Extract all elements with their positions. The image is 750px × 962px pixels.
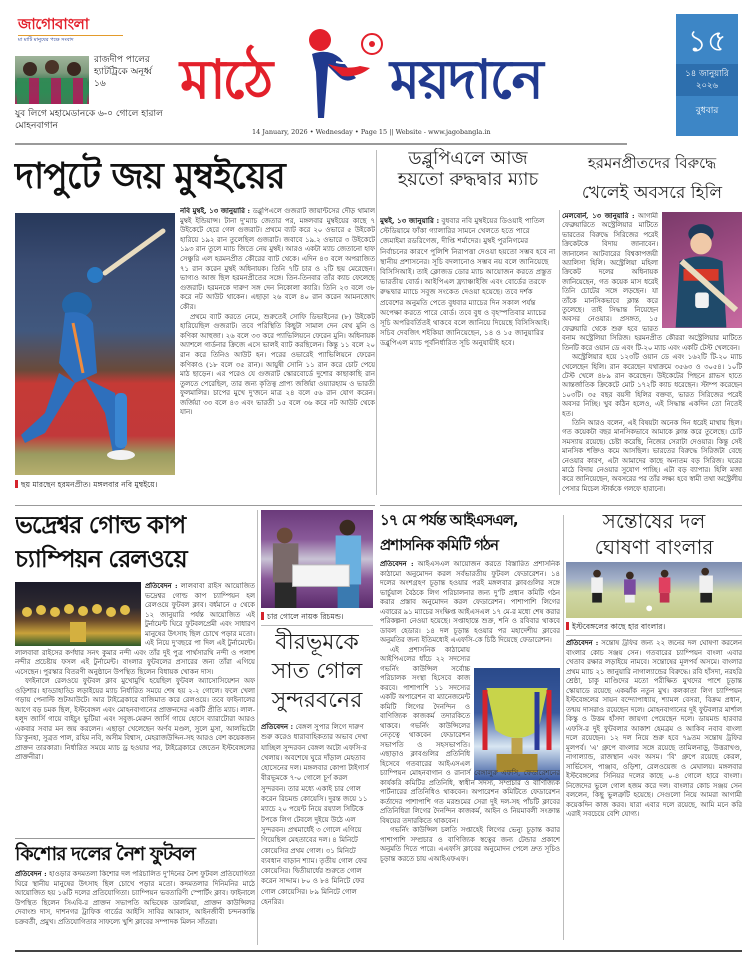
photo-richmond[interactable] [261,510,373,608]
headline-healy-line2: খেলেই অবসরে হিলি [581,183,723,203]
section-divider [15,505,375,506]
column-divider [376,150,377,495]
paragraph: সন্তোষ ট্রফির জন্য ২২ জনের দল ঘোষণা করলেন বাংলার কোচ সঞ্জয় সেন। গতবারের চ্যাম্পিয়ন বাংলা এবার খেতাব রক্ষার লড়াইয়ে নামবে। সন্তোষের মূলপর্ব অসমে। বাংলার প্রথম ম্যাচ ২১ জানুয়ারি নাগাল্যান্ডের বিরুদ্ধে। রবি হাঁসদা, নরহরি শ্রেষ্ঠা, চাকু মাণ্ডিদের মতো পরীক্ষিত মুখদের পাশে চূড়ান্ত স্কোয়াডে রয়েছে একঝাঁক নতুন মুখ। কলকাতা লিগ চ্যাম্পিয়ন ইস্টবেঙ্গলের সায়ন বন্দ্যোপাধ্যায়, শ্যামল বেসরা, বিক্রম প্রধান, তন্ময় দাসরাও রয়েছেন দলে। মোহনবাগানের দুই ফুটবলার মার্শাল কিস্কু ও উত্তম হাঁসদা জায়গা পেয়েছেন দলে। ডায়মন্ড হারবার এফসি-র দুই ফুটবলার আকাশ হেমব্রম ও আকিব নবাব বাংলা দলে রয়েছেন। ১২ দল নিয়ে শুরু হবে ৭৯তম সন্তোষ ট্রফির মূলপর্ব। 'এ' গ্রুপে বাংলার সঙ্গে রয়েছে তামিলনাড়ু, উত্তরাখণ্ড, নাগাল্যান্ড, রাজস্থান এবং অসম। 'বি' গ্রুপে রয়েছে কেরল, সার্ভিসেস, পাঞ্জাব, ওড়িশা, রেলওয়েজ ও মেঘালয়। মঙ্গলবার ইস্টবেঙ্গলের সিনিয়র দলের কাছে ০-৪ গোলে হারে বাংলা। নিজেদের ভুলে গোল হজম করে দল। বাংলার কোচ সঞ্জয় সেন বললেন, কিছু ভুলত্রুটি হয়েছে। সেগুলো নিয়ে আমরা আগামী কয়েকদিন কাজ করব। যারা এবার দলে রয়েছে, আমি মনে করি এরাই সবচেয়ে বেশি যোগ্য। [566,639,742,818]
brand-name: জাগোবাংলা [18,15,89,33]
dateline-birbhum: প্রতিবেদন : [261,722,294,731]
page-footer-rule [15,950,742,952]
paragraph: বুধবার নবি মুম্বইয়ের ডিওয়াই পাতিল স্টেডিয়ামে ফাঁকা গ্যালারির সামনে খেলতে হতে পারে জেমাইমা রডরিগেজ, দীপ্তি শর্মাদের। মুম্বই পুরনিগমের নির্বাচনের কারণে পুলিশি নিরাপত্তা দেওয়া হয়তো সম্ভব হবে না স্থানীয় প্রশাসনের। সূচি বদলানোও সম্ভব নয় বলে জানিয়েছে বিসিসিআই। তাই ক্লোজড ডোর ম্যাচ আয়োজন করতে প্রস্তুত ভারতীয় বোর্ড। আইপিএল ফ্র্যাঞ্চাইজি এবং বোর্ডের তরফে রুদ্ধদ্বার ম্যাচে সবুজ সংকেত দেওয়া হয়েছে। তবে দর্শক প্রবেশের অনুমতি পেতে বুধবার ম্যাচের দিন সকাল পর্যন্ত অপেক্ষা করতে পারে বোর্ড। তবে বুধ ও বৃহস্পতিবার ম্যাচের সূচি অপরিবর্তিতই থাকবে বলে জানিয়ে দিয়েছে বিসিসিআই। সচিব দেবজিৎ শইকিয়া জানিয়েছেন, ১৪ ও ১৫ জানুয়ারির ডব্লুপিএল ম্যাচ পূর্বনির্ধারিত সূচি অনুযায়ীই হবে। [380,216,556,348]
paragraph: আগামী ফেব্রুয়ারিতে অস্ট্রেলিয়ার মাটিতে ভারতের বিরুদ্ধে সিরিজের পরেই ক্রিকেটকে বিদায় জানাবেন। জানালেন আটবারের বিশ্বকাপজয়ী অ্যালিসা হিলি। অস্ট্রেলিয়া মহিলা ক্রিকেট দলের অধিনায়ক জানিয়েছেন, গত কয়েক মাস ধরেই তিনি চোটের সঙ্গে লড়ছেন। যা তাঁকে মানসিকভাবে ক্লান্ত করে তুলেছে। তাই সিদ্ধান্ত নিয়েছেন অবসর নেওয়ার। প্রসঙ্গত, ১৫ ফেব্রুয়ারি থেকে শুরু হবে ভারত বনাম অস্ট্রেলিয়া সিরিজ। হরমনপ্রীত কৌররা অস্ট্রেলিয়ার মাটিতে তিনটি করে ওয়ান ডে এবং টি-২০ ম্যাচ এবং একটি টেস্ট খেলবেন। [562,212,742,352]
headline-santosh[interactable] [566,508,742,560]
headline-santosh-line2: ঘোষণা বাংলার [594,535,714,559]
caption-text: চার গোলে নায়ক রিচমন্ড। [267,612,344,621]
headline-isl[interactable] [380,508,560,558]
headline-bhadreswar-line2: চ্যাম্পিয়ন রেলওয়ে [15,545,187,573]
body-kishore [15,870,255,946]
headline-isl-line1: ১৭ মে পর্যন্ত আইএসএল, [380,511,518,529]
paragraph: ফাইনালে রেলওয়ে ফুটবল ক্লাব মুখোমুখি হয়েছিল ফুটবল অ্যাসোসিয়েশন অফ ওড়িশার। হাড্ডাহাড্ডি লড়াইয়ের ম্যাচ নির্ধারিত সময়ে শেষ হয় ২-২ গোলে। ফলে খেলা গড়ায় পেনাল্টি শুটআউটে। আর টাইব্রেকারে বাজিমাত করে রেলওয়ে। তবে ফাইনালের আগে বড় চমক ছিল, ইস্টবেঙ্গল এবং মোহনবাগানের প্রাক্তনদের একটি প্রীতি ম্যাচ। লাল-হলুদ জার্সি গায়ে বাইচুং ভুটিয়া এবং সবুজ-মেরুন জার্সি গায়ে হোসে ব্যারাটোরা আরও একবার সবার মন জয় করলেন। এছাড়া খেলেছেন অর্ণব মণ্ডল, সুলে মুসা, আলভিটো ডি'কুনহা, সুব্রত পাল, রহিম নবি, অসীম বিশ্বাস, মেহরাজউদ্দিন-সহ আরও বেশ কয়েকজন প্রাক্তন তারকারা। নির্ধারিত সময়ে ম্যাচ ড্র হওয়ার পর, টাইব্রেকারে জেতেন ইস্টবেঙ্গলের প্রাক্তনীরা। [15,677,255,761]
column-divider [563,515,564,940]
headline-wpl[interactable]: ডব্লুপিএলে আজ হয়তো রুদ্ধদ্বার ম্যাচ [397,148,539,190]
caption-text: ছয় মারছেন হরমনপ্রীত। মঙ্গলবার নবি মুম্বইয়ে। [21,480,158,489]
batter-figure-icon [15,213,175,475]
dateline-healy: মেলবোর্ন, ১৩ জানুয়ারি : [562,212,635,220]
paragraph: অস্ট্রেলিয়ার হয়ে ১২৩টি ওয়ান ডে এবং ১৬২টি টি-২০ ম্যাচ খেলেছেন হিলি। রান করেছেন যথাক্রমে ৩৫৬৩ ও ৩০৫৪। ১০টি টেস্ট খেলে ৪৮৯ রান করেছেন। উইকেটের পিছনে গ্লাভস হাতে আন্তর্জাতিক ক্রিকেটে মোট ১৭২টি ক্যাচ ধরেছেন। স্টাম্প করেছেন ১০৩টি। ৩৫ বছর বয়সী হিলির বক্তব্য, ভারত সিরিজের পরেই অবসর নিচ্ছি। খুব কঠিন হলেও, এই সিদ্ধান্ত একদিন তো নিতেই হত। [562,353,742,418]
paragraph: গভর্নিং কাউন্সিল চলতি সপ্তাহেই লিগের ভেন্যু চূড়ান্ত করার পাশাপাশি সম্প্রচার ও বাণিজ্যিক স্বত্বের জন্য টেন্ডার প্রকাশে অনুমতি দিতে পারে। এএফসি ক্লাবের অনুমোদন পেলে দ্রুত সূচিও চূড়ান্ত করতে চায় এআইএফএফ। [380,826,560,863]
column-divider [257,510,258,945]
brand-tagline: মা মাটি মানুষের পক্ষে সংবাদ [18,35,123,44]
paragraph: আইএসএল আয়োজন করতে বিস্তারিত প্রশাসনিক কাঠামো অনুমোদন করল সর্বভারতীয় ফুটবল ফেডারেশন। ১৪ দলের অংশগ্রহণ চূড়ান্ত হওয়ার পরই মঙ্গলবার ক্লাবগুলির সঙ্গে ভার্চুয়াল বৈঠকে লিগ পরিচালনার জন্য দু'টি প্রধান কমিটি গঠন করার প্রস্তাব অনুমোদন করল ফেডারেশন। পাশাপাশি লিগের এবারের ৯১ ম্যাচের সংক্ষিপ্ত আইএসএল ১৭ মে-র মধ্যে শেষ করার পরিকল্পনা নেওয়া হয়েছে। সপ্তাহান্তে শুক্র, শনি ও রবিবার থাকবে ডাবল হেডার। ১৪ দল চূড়ান্ত হওয়ার পর মহাদেশীয় ক্লাবের অনুমতির জন্য ইতিমধ্যেই এএফসি-কে চিঠি দিয়েছে ফেডারেশন। [380,560,560,644]
headline-healy-line1: হরমনপ্রীতদের বিরুদ্ধে [587,154,717,172]
date-bn: ১৪ জানুয়ারি ২০২৬ [676,64,738,96]
photo-caption-mumbai [15,479,175,490]
headline-isl-line2: প্রশাসনিক কমিটি গঠন [380,536,498,554]
headline-healy[interactable] [562,148,742,210]
brand-logo[interactable] [18,14,123,44]
teaser-headline-short[interactable]: রাজদীপ পালের হ্যাটট্রিকে অনূর্ধ্ব ১৬ [94,55,153,89]
dateline: 14 January, 2026 • Wednesday • Page 15 || Website - www.jagobangla.in [252,128,491,136]
teaser-photo[interactable] [15,56,89,104]
paragraph: প্রথমে ব্যাট করতে নেমে, শুরুতেই সোফি ডিভাইনের (৮) উইকেট হারিয়েছিল গুজরাট। তবে পরিস্থিতি কিছুটা সামাল দেন বেথ মুনি ও কণিকা আহুজা। ২৬ বলে ৩৩ করে প্যাভিলিয়নে ফেরেন মুনি। অধিনায়ক অ্যাশলে গার্ডনার ক্রিজে এসে ভালই ব্যাট করছিলেন। কিন্তু ১১ বলে ২০ রান করে তিনিও আউট হন। পরের ওভারেই প্যাভিলিয়নে ফেরেন কণিকাও (১৮ বলে ৩৫ রান)। আয়ুষী সোনি ১১ রান করে চোট পেয়ে মাঠ ছাড়েন। এর পরেও যে গুজরাট স্কোরবোর্ডে দুশোর কাছাকাছি রান তুলতে পেরেছিল, তার জন্য কৃতিত্ব প্রাপ্য জর্জিয়া ওয়্যারহ্যাম ও ভারতী ফুলমালির। চাপের মুখে দু'জনে মাত্র ২৪ বলে ৫৬ রান যোগ করেন। জর্জিয়া ৩৩ বলে ৪৩ এবং ভারতী ১৫ বলে ৩৬ করে নট আউট থেকে যান। [180,312,375,417]
caption-text: ইস্টবেঙ্গলের কাছে হার বাংলার। [572,622,666,631]
body-santosh [566,639,742,944]
trophy-float-spacer [470,646,560,762]
article-santosh [566,508,742,946]
photo-harmanpreet[interactable] [15,213,175,475]
photo-santosh-match[interactable] [566,562,742,618]
dateline-santosh: প্রতিবেদন : [566,639,599,647]
dateline-mumbai: নবি মুম্বই, ১৩ জানুয়ারি : [180,207,251,215]
caption-marker-icon [261,612,264,620]
paragraph: বেঙ্গল সুপার লিগে দারুণ শুরু করেও ধারাবাহিকতার অভাব দেখা যাচ্ছিল সুন্দরবন বেঙ্গল অটো এফসি-র খেলায়। অবশেষে ঘুরে দাঁড়াল মেহতাব হোসেনের দল। মঙ্গলবার কোপা টাইগার্স বীরভূমকে ৭-০ গোলে চূর্ণ করল সুন্দরবন। তার মধ্যে একাই চার গোল করেন রিচমন্ড কোয়েসি। দুরন্ত জয়ে ১১ ম্যাচে ২০ পয়েন্ট নিয়ে রয়্যাল সিটিকে টপকে লিগ টেবলে দুইয়ে উঠে এল সুন্দরবন। প্রথমার্ধেই ৩ গোলে এগিয়ে গিয়েছিল মেহতাবের দল। ৪ মিনিটে কোয়েসির প্রথম গোল। ৩১ মিনিটে ব্যবধান বাড়ান শ্যাম। তৃতীয় গোল ফের কোয়েসির। দ্বিতীয়ার্ধের শুরুতে গোল করেন সাদ্দাম। ৮০ ও ৮৪ মিনিটে ফের গোল কোয়েসির। ৮৯ মিনিটে গোল হেনরির। [261,723,369,907]
paragraph: হাওড়ার কদমতলা কিশোর দল পরিচালিত দু'দিনের নৈশ ফুটবল প্রতিযোগিতা ঘিরে স্থানীয় মানুষের উৎসাহ ছিল চোখে পড়ার মতো। কদমতলার দিনিমনির মাঠে আয়োজিত হয় ১৬টি দলের প্রতিযোগিতা। চ্যাম্পিয়ন ভবতারিণী স্পোর্টিং ক্লাব। ফাইনালে উপস্থিত ছিলেন সিএবি-র প্রাক্তন সভাপতি অভিষেক ডালমিয়া, প্রাক্তন কাউন্সিলর দেবাংশু দাস, দাশনগর ট্রাফিক গার্ডের আইসি সাবির আব্বাস, আইনজীবী চন্দনকান্তি চক্রবর্তী, প্রমুখ। প্রতিযোগিতার সাফল্যে খুশি ক্লাবের সম্পাদক মিলন সাঁতরা। [15,870,255,926]
paragraph: তিনি আরও বলেন, এই বিষয়টা অনেক দিন ধরেই মাথায় ছিল। গত কয়েকটা বছর মানসিকভাবে আমাকে ক্লান্ত করে তুলেছে। চোট সমস্যায় রয়েছে। চেষ্টা করেছি, নিজের সেরাটা দেওয়ার। কিন্তু সেই মানসিক শক্তিও কমে আসছিল। ভারতের বিরুদ্ধে সিরিজটা বেছে নেওয়ার কারণ, এটা আমাদের কাছে অন্যতম বড় সিরিজ। ঘরের মাঠে বিদায় নেওয়ার সুযোগ পাচ্ছি। এটা বড় ব্যাপার। হিলি মজা করে জানিয়েছেন, অবসরের পর তাঁর লক্ষ্য হবে স্বামী তথা অস্ট্রেলীয় পেসার মিচেল স্টার্ককে গলফে হারানো। [562,418,742,493]
title-red: মাঠে [180,48,271,111]
masthead [0,0,750,140]
body-bhadreswar [15,582,255,834]
body-isl [380,560,560,944]
article-wpl [380,148,556,500]
article-bhadreswar [15,508,255,836]
header-divider [15,143,627,145]
body-mumbai [180,207,375,500]
caption-marker-icon [15,480,18,488]
body-birbhum [261,722,373,944]
article-isl [380,508,560,946]
headline-birbhum[interactable]: বীরভূমকে সাত গোল সুন্দরবনের [271,630,363,713]
dateline-kishore: প্রতিবেদন : [15,870,47,878]
body-wpl [380,216,556,498]
paragraph: ডব্লুপিএলে গুজরাট জায়ান্টসের দৌড় থামাল মুম্বই ইন্ডিয়ান্স। টানা দু'ম্যাচ জেতার পর, মঙ্গলবার মুম্বইয়ের কাছে ৭ উইকেটে হেরে গেল গুজরাট। প্রথমে ব্যাট করে ২০ ওভারে ৫ উইকেট হারিয়ে ১৯২ রান তুলেছিল গুজরাট। জবাবে ১৯.২ ওভারে ৩ উইকেটে ১৯৩ রান তুলে ম্যাচ জিতে নেয় মুম্বই। আরও একটা ম্যাচ জেতানো হাফ সেঞ্চুরি এল হরমনপ্রীত কৌরের ব্যাট থেকে। এদিন ৪৩ বলে অপরাজিত ৭১ রান করেন মুম্বই অধিনায়ক। তিনি ৭টি চার ও ২টি ছয় মেরেছেন। ভাগ্যও আজ ছিল হরমনপ্রীতের সঙ্গে। তিন-তিনবার তাঁর ক্যাচ ফেলেছে গুজরাট। হরমনকে দারুণ সঙ্গ দেন নিকোলা ক্যারি। তিনি ২৩ বলে ৩৮ করে নট আউট থাকেন। এছাড়া ২৬ বলে ৪০ রান করেন আমনজোৎ কৌর। [180,207,375,311]
headline-bhadreswar[interactable] [15,508,255,578]
article-mumbai [15,147,375,503]
award-presentation-icon [261,510,373,608]
dateline-isl: প্রতিবেদন : [380,560,414,568]
section-divider [15,838,255,839]
date-box [676,14,738,136]
article-healy [562,148,742,500]
footballer-icon [298,26,388,126]
dateline-bhadreswar: প্রতিবেদন : [145,582,178,590]
dateline-wpl: মুম্বই, ১৩ জানুয়ারি : [380,216,440,225]
section-divider [566,635,742,636]
headline-kishore[interactable]: কিশোর দলের নৈশ ফুটবল [15,843,195,865]
paragraph: এই প্রশাসনিক কাঠামোয় আইপিএলের ধাঁচে ২২ সদস্যের গভর্নিং কাউন্সিল সর্বোচ্চ পরিচালক সংস্থা হিসেবে কাজ করবে। পাশাপাশি ১১ সদস্যের একটি অপারেশন বা ম্যানেজমেন্ট কমিটি লিগের দৈনন্দিন ও বাণিজ্যিক কাজকর্ম তদারকিতে থাকবে। গভর্নিং কাউন্সিলের নেতৃত্বে থাকবেন ফেডারেশন সভাপতি ও সহসভাপতি। এছাড়াও ক্লাবগুলির প্রতিনিধি হিসেবে গতবারের আইএসএল চ্যাম্পিয়ন মোহনবাগান ও রানার্স বেঙ্গালুরু এফসি, ফেডারেশনের কার্যকরি কমিটির প্রতিনিধি, স্বাধীন সদস্য, সম্প্রচার ও বাণিজ্যিক পার্টনারের প্রতিনিধিও থাকবেন। অপারেশন কমিটিতে ফেডারেশন কর্তাদের পাশাপাশি গত মরশুমের সেরা দুই দল-সহ পাঁচটি ক্লাবের প্রতিনিধিরা লিগের দৈনন্দিন কাজকর্ম, আইন ও নিয়মাবলী সংক্রান্ত বিষয়ের তদারকিতে থাকবেন। [380,645,560,825]
teaser-headline-rest[interactable]: যুব লিগে মহামেডানকে ৬-০ গোলে হারাল মোহনবাগান [15,109,163,131]
article-birbhum [261,510,373,946]
column-divider [559,210,560,495]
headline-mumbai[interactable]: দাপুটে জয় মুম্বইয়ের [15,156,285,197]
section-title [180,36,660,124]
article-kishore [15,840,255,946]
headline-bhadreswar-line1: ভদ্রেশ্বর গোল্ড কাপ [15,511,186,539]
headline-santosh-line1: সন্তোষের দল [602,509,706,533]
body-healy [562,212,742,498]
caption-marker-icon [566,622,569,630]
title-blue: ময়দানে [390,48,542,111]
paragraph: লালবাবা রাইস আয়োজিত ভদ্রেশ্বর গোল্ড কাপ চ্যাম্পিয়ন হল রেলওয়ে ফুটবল ক্লাব। বর্ধমানে ৫ থেকে ১২ জানুয়ারি পর্যন্ত আয়োজিত এই টুর্নামেন্ট ঘিরে ফুটবলপ্রেমী এবং সাধারণ মানুষের উৎসাহ ছিল চোখে পড়ার মতো। এই নিয়ে দু'বছরে পা দিল এই টুর্নামেন্টে। লালবাবা রাইসের কর্ণধার সনৎ কুমার নন্দী এবং তাঁর দুই পুত্র পার্থসারথি নন্দী ও পলাশ নন্দীর প্রচেষ্টায় ফসল এই টুর্নামেন্ট। বাংলার ফুটবলের প্রসারের জন্য তাঁরা এগিয়ে এসেছেন। পুরস্কার বিতরণী অনুষ্ঠানে উপস্থিত ছিলেন বিধায়ক খোকন দাস। [15,582,255,676]
photo-caption-birbhum [261,611,373,622]
section-divider [380,505,742,506]
section-divider [261,625,373,626]
page-number: ১৫ [687,24,727,59]
weekday-bn: বুধবার [695,106,719,116]
photo-caption-santosh [566,621,742,632]
football-match-icon [566,562,742,618]
